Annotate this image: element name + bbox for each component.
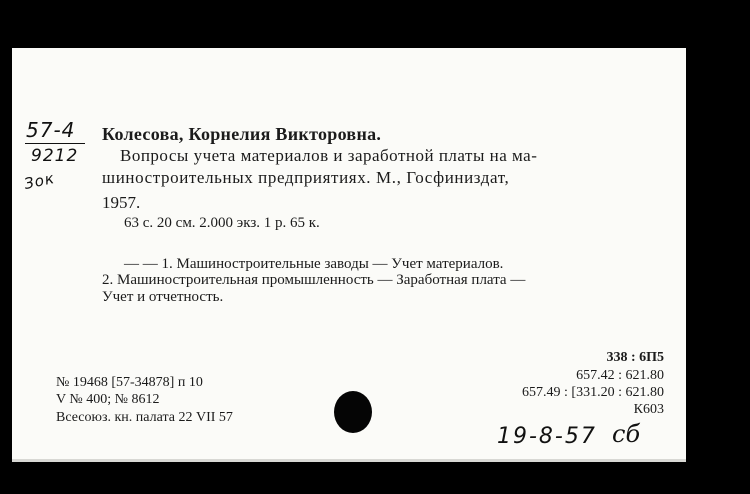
publisher-chamber: Всесоюз. кн. палата 22 VII 57 (56, 410, 233, 425)
classification-2: 657.42 : 621.80 (576, 368, 664, 383)
title-line-2: шиностроительных предприятиях. М., Госфиниздат, (102, 168, 510, 187)
shelfmark-note: Зок (22, 168, 57, 194)
record-number: № 19468 [57-34878] п 10 (56, 375, 203, 390)
handwritten-signature: сб (612, 420, 641, 448)
author: Колесова, Корнелия Викторовна. (102, 124, 382, 144)
series-number: V № 400; № 8612 (56, 392, 160, 407)
ink-blot (334, 391, 372, 433)
title-line-1: Вопросы учета материалов и заработной платы на ма- (120, 146, 538, 165)
publication-year: 1957. (102, 193, 141, 212)
catalog-card (12, 48, 686, 462)
shelfmark-divider (25, 143, 85, 144)
classification-4: К603 (633, 402, 664, 417)
handwritten-date: 19-8-57 (497, 424, 597, 449)
shelfmark-line1: 57-4 (26, 118, 76, 142)
card-bottom-edge (12, 459, 686, 462)
shelfmark-line2: 9212 (31, 146, 79, 166)
classification-3: 657.49 : [331.20 : 621.80 (522, 385, 664, 400)
physical-description: 63 с. 20 см. 2.000 экз. 1 р. 65 к. (124, 215, 320, 231)
subject-line-2: 2. Машиностроительная промышленность — Заработная плата — (102, 272, 526, 288)
subject-line-1: — — 1. Машиностроительные заводы — Учет материалов. (124, 256, 504, 272)
subject-line-3: Учет и отчетность. (102, 289, 224, 305)
classification-1: 338 : 6П5 (606, 350, 664, 365)
